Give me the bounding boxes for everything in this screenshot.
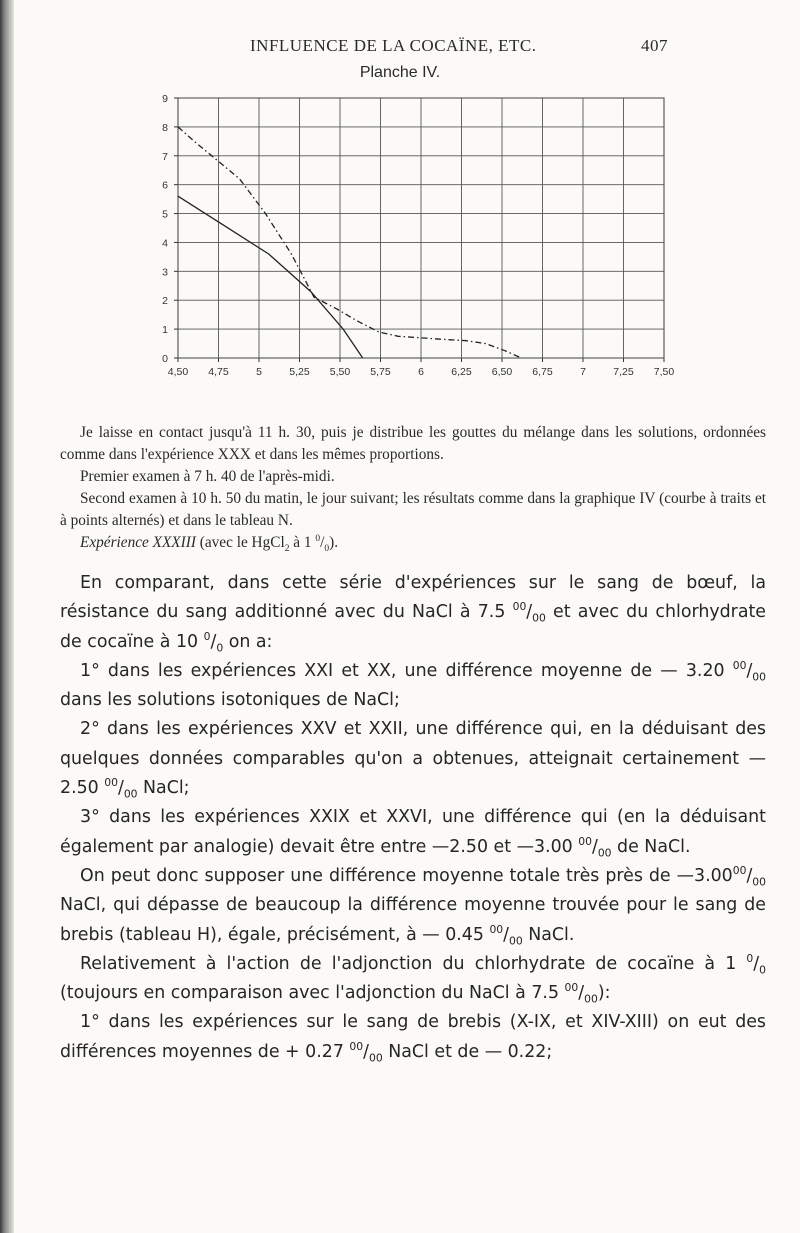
- text-fragment: NaCl.: [522, 924, 575, 945]
- superscript: 00: [489, 922, 504, 936]
- text-fragment: 1° dans les expériences sur le sang de brebis (X-IX, et XIV-XIII) on eut des différences moyennes de + 0.27: [60, 1012, 766, 1062]
- paragraph-second-exam: Second examen à 10 h. 50 du matin, le jour suivant; les résultats comme dans la graphique IV (courbe à traits et à points alternés) et dans le tableau N.: [60, 490, 766, 529]
- subscript: 0: [324, 544, 330, 555]
- y-tick-label: 0: [162, 353, 168, 365]
- text-fragment: on a:: [223, 631, 273, 652]
- small-print-block: [60, 422, 766, 554]
- y-tick-label: 3: [162, 266, 168, 279]
- superscript: 00: [578, 834, 592, 848]
- text-fragment: 3° dans les expériences XXIX et XXVI, une différence qui (en la déduisant également par analogie) devait être entre —2.50 et —3.00: [60, 807, 766, 857]
- series-solid-line: [178, 196, 363, 358]
- paragraph-item-2: [60, 715, 766, 803]
- main-text-block: [60, 569, 766, 1067]
- x-tick-label: 6,50: [491, 366, 513, 378]
- subscript: 00: [532, 611, 546, 625]
- x-tick-label: 5,50: [329, 366, 351, 378]
- x-tick-label: 6: [418, 366, 424, 378]
- text-fragment: NaCl, qui dépasse de beaucoup la différence moyenne trouvée pour le sang de brebis (tableau H), égale, précisément, à — 0.45: [60, 895, 766, 945]
- subscript: 00: [123, 787, 138, 801]
- subscript: 0: [216, 641, 224, 655]
- page-number: 407: [641, 36, 668, 55]
- superscript: 0: [746, 952, 754, 966]
- superscript: 00: [349, 1039, 364, 1053]
- text-fragment: /: [363, 1041, 369, 1062]
- y-tick-label: 8: [162, 121, 168, 134]
- subscript: 00: [368, 1051, 383, 1065]
- y-tick-label: 5: [162, 208, 168, 221]
- paragraph-total-difference: [60, 862, 766, 950]
- plate-title: Planche IV.: [359, 64, 441, 81]
- superscript: 0: [315, 533, 321, 544]
- paragraph-relatively: [60, 950, 766, 1009]
- y-tick-label: 9: [162, 93, 168, 105]
- text-fragment: 1° dans les expériences XXI et XX, une différence moyenne de — 3.20: [80, 660, 733, 681]
- paragraph-first-exam: Premier examen à 7 h. 40 de l'après-midi.: [80, 468, 335, 485]
- x-tick-label: 7,25: [613, 366, 634, 378]
- text-fragment: /: [746, 865, 753, 886]
- subscript: 0: [759, 963, 766, 977]
- text-fragment: On peut donc supposer une différence moyenne totale très près de —3.00: [80, 865, 733, 886]
- subscript: 2: [284, 544, 290, 555]
- text-fragment: /: [320, 534, 325, 551]
- x-tick-label: 6,75: [532, 366, 553, 378]
- subscript: 00: [752, 875, 766, 889]
- subscript: 00: [752, 670, 766, 684]
- text-fragment: (avec le HgCl: [195, 534, 285, 551]
- text-fragment: NaCl;: [137, 778, 190, 799]
- text-fragment: NaCl et de — 0.22;: [382, 1041, 553, 1062]
- text-fragment: ).: [329, 534, 339, 551]
- experiment-title: Expérience XXXIII: [80, 534, 196, 551]
- page-binding-edge: [0, 0, 14, 1233]
- text-fragment: En comparant, dans cette série d'expériences sur le sang de bœuf, la résistance du sang additionné avec du NaCl à 7.5: [60, 573, 766, 623]
- superscript: 00: [512, 600, 527, 614]
- text-fragment: /: [526, 602, 533, 623]
- text-fragment: et avec du chlorhydrate de cocaïne à 10: [60, 602, 766, 652]
- x-tick-label: 5,75: [370, 366, 391, 378]
- y-tick-label: 4: [162, 237, 168, 250]
- x-tick-label: 7: [580, 366, 586, 378]
- paragraph-contact: Je laisse en contact jusqu'à 11 h. 30, puis je distribue les gouttes du mélange dans les solutions, ordonnées comme dans l'expérience XXX et dans les mêmes proportions.: [60, 424, 766, 463]
- paragraph-item-1: [60, 657, 766, 716]
- text-fragment: de NaCl.: [611, 836, 691, 857]
- y-tick-label: 2: [162, 295, 168, 308]
- y-tick-label: 1: [162, 324, 168, 337]
- superscript: 00: [732, 659, 747, 673]
- x-tick-label: 7,50: [653, 366, 675, 378]
- text-fragment: /: [746, 660, 753, 681]
- paragraph-sheep-blood: [60, 1008, 766, 1067]
- paragraph-comparison: [60, 569, 766, 657]
- text-fragment: dans les solutions isotoniques de NaCl;: [60, 690, 400, 711]
- x-tick-label: 4,50: [167, 366, 189, 378]
- subscript: 00: [584, 992, 598, 1006]
- text-fragment: /: [591, 836, 598, 857]
- text-fragment: (toujours en comparaison avec l'adjonction du NaCl à 7.5: [60, 983, 565, 1004]
- text-fragment: /: [503, 924, 510, 945]
- plate-iv-chart: [150, 88, 690, 382]
- x-tick-label: 4,75: [208, 366, 229, 378]
- running-title: INFLUENCE DE LA COCAÏNE, ETC.: [250, 36, 537, 55]
- x-tick-label: 6,25: [451, 366, 472, 378]
- text-fragment: /: [753, 953, 760, 974]
- superscript: 00: [732, 864, 747, 878]
- text-fragment: ):: [597, 983, 611, 1004]
- x-tick-label: 5: [256, 366, 262, 378]
- x-tick-label: 5,25: [289, 366, 310, 378]
- text-fragment: à 1: [289, 534, 316, 551]
- superscript: 0: [203, 629, 211, 643]
- text-fragment: Relativement à l'action de l'adjonction du chlorhydrate de cocaïne à 1: [80, 953, 747, 974]
- paragraph-experiment-xxxiii: [60, 532, 766, 554]
- text-fragment: 2° dans les expériences XXV et XXII, une différence qui, en la déduisant des quelques données comparables qu'on a obtenues, atteignait certainement — 2.50: [60, 719, 766, 799]
- y-tick-label: 6: [162, 179, 168, 192]
- y-tick-label: 7: [162, 150, 168, 163]
- subscript: 00: [597, 846, 612, 860]
- superscript: 00: [104, 776, 118, 790]
- text-fragment: /: [578, 983, 585, 1004]
- paragraph-item-3: [60, 803, 766, 862]
- superscript: 00: [564, 981, 579, 995]
- text-fragment: /: [210, 631, 217, 652]
- subscript: 00: [509, 934, 523, 948]
- text-fragment: /: [117, 778, 124, 799]
